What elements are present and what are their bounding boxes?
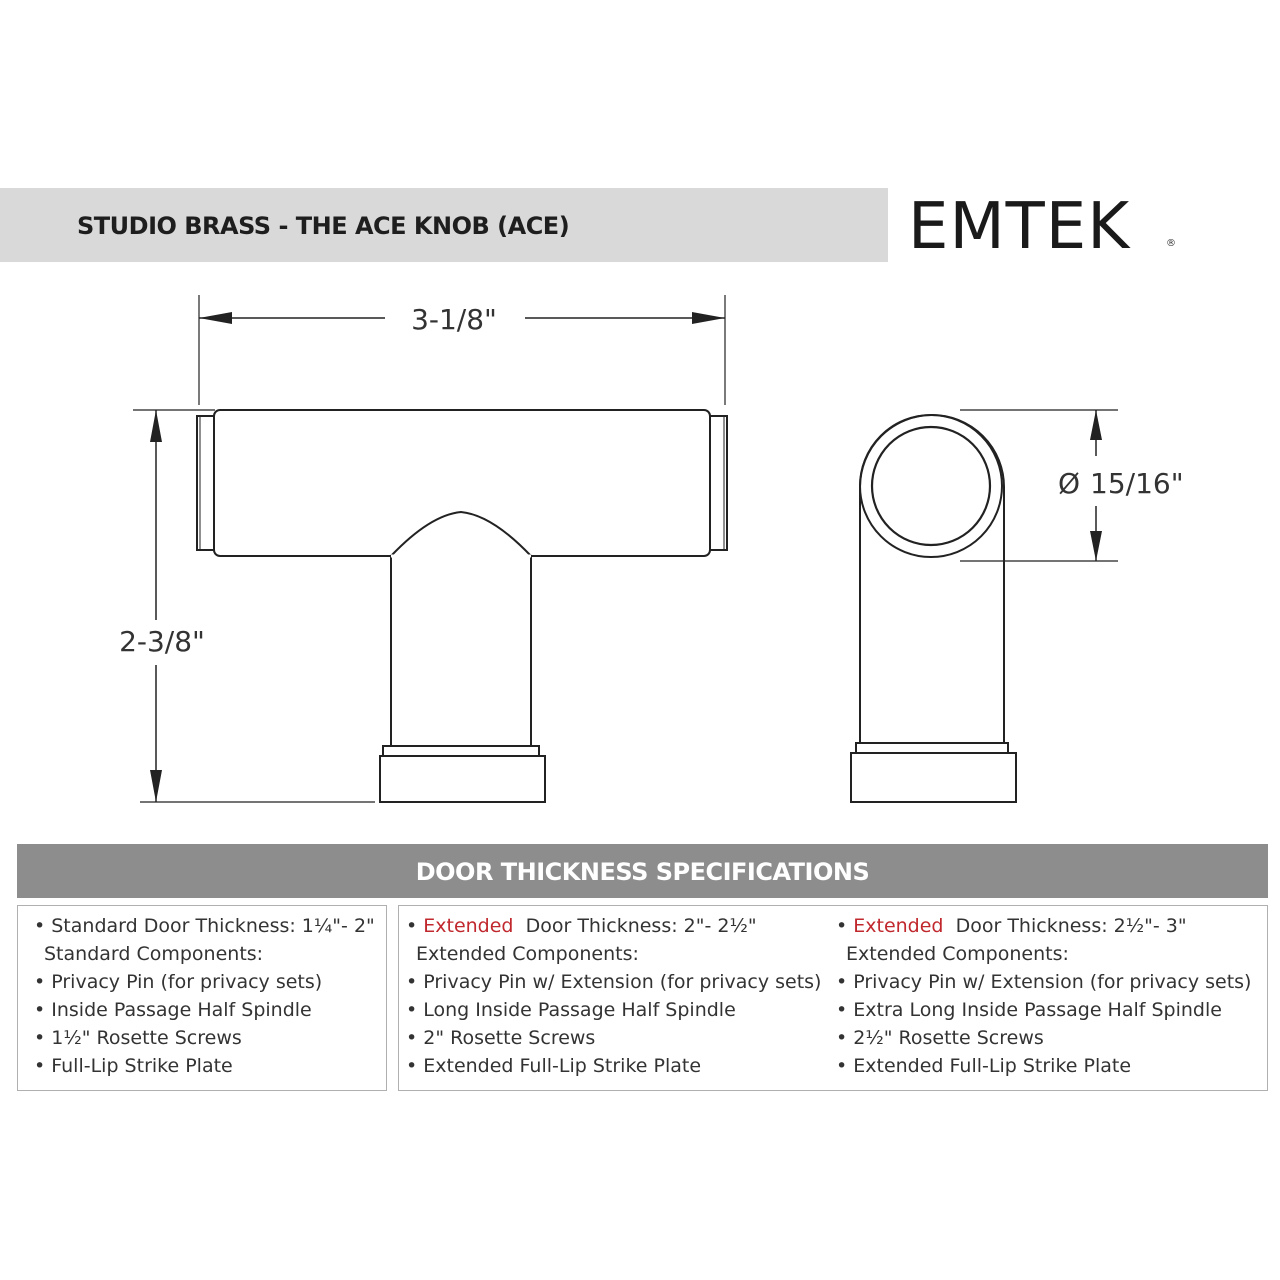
diameter-label: 15/16": [1090, 467, 1184, 500]
spec-item: • Extended Full-Lip Strike Plate: [406, 1055, 702, 1077]
spec-item: • 2½" Rosette Screws: [836, 1027, 1044, 1049]
brand-logo: EMTEK: [908, 190, 1131, 264]
width-label: 3-1/8": [411, 303, 497, 336]
spec-item: • Extended Full-Lip Strike Plate: [836, 1055, 1132, 1077]
specs-header: DOOR THICKNESS SPECIFICATIONS: [415, 858, 870, 886]
diameter-symbol: Ø: [1058, 467, 1081, 500]
extended-tag: Extended: [423, 915, 514, 937]
spec-column-extended-1: [406, 912, 821, 1080]
page-title: STUDIO BRASS - THE ACE KNOB (ACE): [77, 212, 570, 240]
spec-column-extended-2: [836, 912, 1251, 1080]
spec-subtitle: Extended Components:: [846, 943, 1069, 965]
spec-item: • Full-Lip Strike Plate: [34, 1055, 233, 1077]
spec-item: • Long Inside Passage Half Spindle: [406, 999, 736, 1021]
spec-item: • Privacy Pin w/ Extension (for privacy sets): [836, 971, 1252, 993]
spec-column-standard: [34, 912, 375, 1080]
spec-title: • Standard Door Thickness: 1¼"- 2": [34, 915, 375, 937]
spec-item: • 1½" Rosette Screws: [34, 1027, 242, 1049]
knob-front-view: [197, 410, 727, 802]
specs-header-bar: [17, 844, 1268, 898]
knob-side-view: [851, 415, 1016, 802]
spec-item: • Inside Passage Half Spindle: [34, 999, 312, 1021]
spec-title: • Extended Door Thickness: 2"- 2½": [406, 915, 757, 937]
height-label: 2-3/8": [119, 625, 205, 658]
spec-item: • Privacy Pin (for privacy sets): [34, 971, 323, 993]
extended-tag: Extended: [853, 915, 944, 937]
spec-item: • Privacy Pin w/ Extension (for privacy sets): [406, 971, 822, 993]
registered-mark: ®: [1166, 238, 1176, 249]
spec-subtitle: Extended Components:: [416, 943, 639, 965]
spec-item: • 2" Rosette Screws: [406, 1027, 596, 1049]
spec-title: • Extended Door Thickness: 2½"- 3": [836, 915, 1187, 937]
spec-subtitle: Standard Components:: [44, 943, 264, 965]
height-dimension: [133, 410, 375, 802]
spec-item: • Extra Long Inside Passage Half Spindle: [836, 999, 1222, 1021]
